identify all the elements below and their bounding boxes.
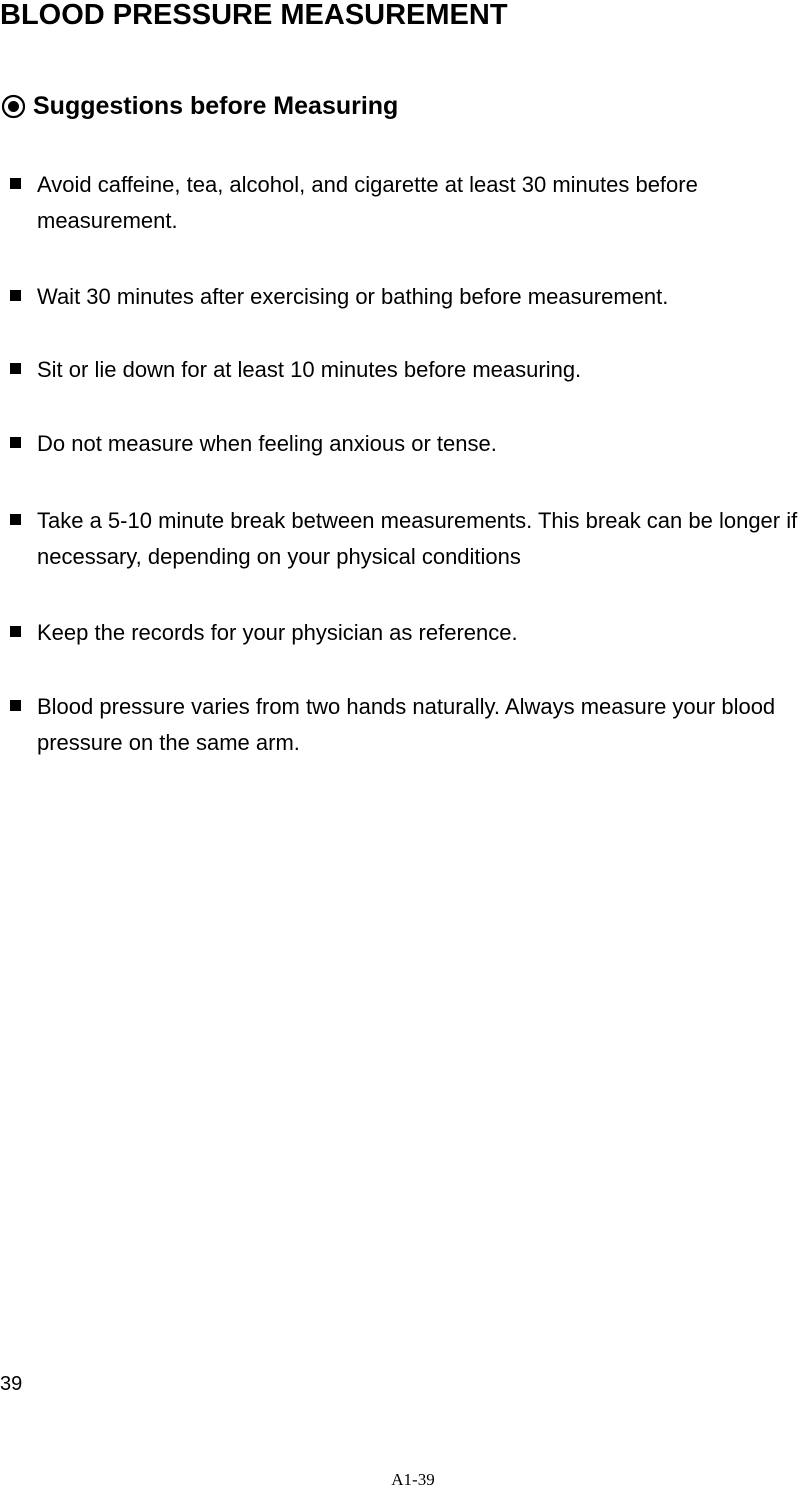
list-item-text: Wait 30 minutes after exercising or bathing before measurement.: [37, 284, 669, 309]
list-item-text: Keep the records for your physician as reference.: [37, 620, 518, 645]
footer-code: A1-39: [391, 1470, 435, 1489]
target-circle-icon: [1, 94, 26, 119]
square-bullet-icon: [10, 178, 21, 189]
square-bullet-icon: [10, 700, 21, 711]
page-number: 39: [0, 1373, 23, 1395]
list-item-text: Avoid caffeine, tea, alcohol, and cigarette at least 30 minutes before measurement.: [37, 172, 698, 233]
list-item-text: Do not measure when feeling anxious or tense.: [37, 431, 497, 456]
section-heading-text: Suggestions before Measuring: [33, 92, 399, 120]
square-bullet-icon: [10, 626, 21, 637]
square-bullet-icon: [10, 290, 21, 301]
section-heading: [1, 90, 398, 122]
square-bullet-icon: [10, 363, 21, 374]
square-bullet-icon: [10, 514, 21, 525]
square-bullet-icon: [10, 437, 21, 448]
list-item-text: Blood pressure varies from two hands naturally. Always measure your blood pressure on the same arm.: [37, 694, 776, 755]
list-item-text: Take a 5-10 minute break between measurements. This break can be longer if necessary, depending on your physical conditions: [37, 508, 798, 569]
page-title: BLOOD PRESSURE MEASUREMENT: [0, 0, 508, 31]
list-item-text: Sit or lie down for at least 10 minutes before measuring.: [37, 357, 582, 382]
